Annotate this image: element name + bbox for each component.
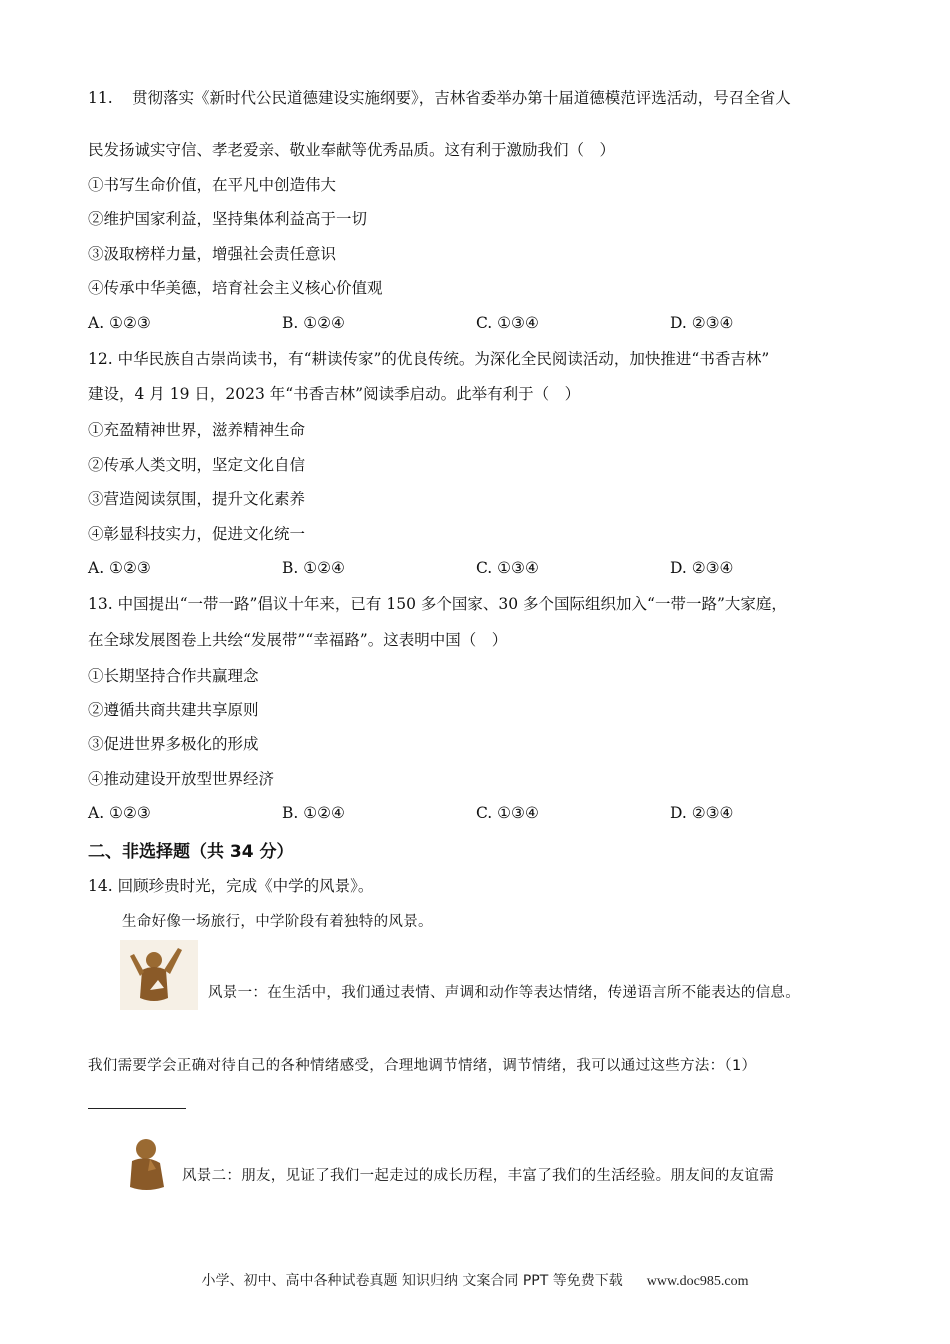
q12-item-3: ③营造阅读氛围，提升文化素养 (88, 490, 306, 508)
scene2-illustration (120, 1133, 176, 1193)
q12-option-a: A. ①②③ (88, 559, 151, 577)
thinking-figure-icon (120, 1133, 176, 1193)
q11-option-c: C. ①③④ (476, 314, 539, 332)
q13-line1: 13. 中国提出“一带一路”倡议十年来，已有 150 多个国家、30 多个国际组织加入“一带一路”大家庭， (88, 595, 787, 613)
q13-item-1: ①长期坚持合作共赢理念 (88, 667, 259, 685)
q11-number: 11. (88, 89, 113, 107)
section-heading: 二、非选择题（共 34 分） (88, 842, 294, 862)
footer-url[interactable]: www.doc985.com (646, 1274, 749, 1289)
q11-line1: 11. 贯彻落实《新时代公民道德建设实施纲要》，吉林省委举办第十届道德模范评选活动，号召全省人 (88, 89, 791, 107)
q13-item-3: ③促进世界多极化的形成 (88, 735, 259, 753)
q12-option-c: C. ①③④ (476, 559, 539, 577)
q14-scene2: 风景二：朋友，见证了我们一起走过的成长历程，丰富了我们的生活经验。朋友间的友谊需 (182, 1168, 774, 1184)
q12-option-d: D. ②③④ (670, 559, 734, 577)
q13-option-b: B. ①②④ (282, 804, 345, 822)
q12-option-b: B. ①②④ (282, 559, 345, 577)
q11-option-a: A. ①②③ (88, 314, 151, 332)
page-footer (0, 1270, 950, 1290)
q11-item-4: ④传承中华美德，培育社会主义核心价值观 (88, 279, 383, 297)
q12-item-4: ④彰显科技实力，促进文化统一 (88, 525, 306, 543)
q11-item-1: ①书写生命价值，在平凡中创造伟大 (88, 176, 337, 194)
answer-blank-1[interactable] (88, 1108, 186, 1109)
scene1-illustration (120, 940, 198, 1010)
q13-option-d: D. ②③④ (670, 804, 734, 822)
q11-line2: 民发扬诚实守信、孝老爱亲、敬业奉献等优秀品质。这有利于激励我们（ ） (88, 141, 616, 159)
q14-line1: 14. 回顾珍贵时光，完成《中学的风景》。 (88, 877, 374, 895)
q12-line2: 建设，4 月 19 日，2023 年“书香吉林”阅读季启动。此举有利于（ ） (88, 385, 581, 403)
q14-scene1: 风景一：在生活中，我们通过表情、声调和动作等表达情绪，传递语言所不能表达的信息。 (208, 985, 800, 1001)
q13-item-4: ④推动建设开放型世界经济 (88, 770, 275, 788)
q11-option-b: B. ①②④ (282, 314, 345, 332)
footer-text: 小学、初中、高中各种试卷真题 知识归纳 文案合同 PPT 等免费下载 (201, 1273, 623, 1289)
q12-item-2: ②传承人类文明，坚定文化自信 (88, 456, 306, 474)
q12-item-1: ①充盈精神世界，滋养精神生命 (88, 421, 306, 439)
q13-option-a: A. ①②③ (88, 804, 151, 822)
q13-line2: 在全球发展图卷上共绘“发展带”“幸福路”。这表明中国（ ） (88, 631, 508, 649)
q13-option-c: C. ①③④ (476, 804, 539, 822)
q14-intro: 生命好像一场旅行，中学阶段有着独特的风景。 (122, 914, 433, 930)
q12-line1: 12. 中华民族自古崇尚读书，有“耕读传家”的优良传统。为深化全民阅读活动，加快推进“书香吉林” (88, 350, 770, 368)
q11-option-d: D. ②③④ (670, 314, 734, 332)
q14-followup: 我们需要学会正确对待自己的各种情绪感受，合理地调节情绪，调节情绪，我可以通过这些方法：（1） (88, 1058, 757, 1074)
q11-item-3: ③汲取榜样力量，增强社会责任意识 (88, 245, 337, 263)
q13-item-2: ②遵循共商共建共享原则 (88, 701, 259, 719)
celebrating-figure-icon (120, 940, 198, 1010)
q11-item-2: ②维护国家利益，坚持集体利益高于一切 (88, 210, 368, 228)
